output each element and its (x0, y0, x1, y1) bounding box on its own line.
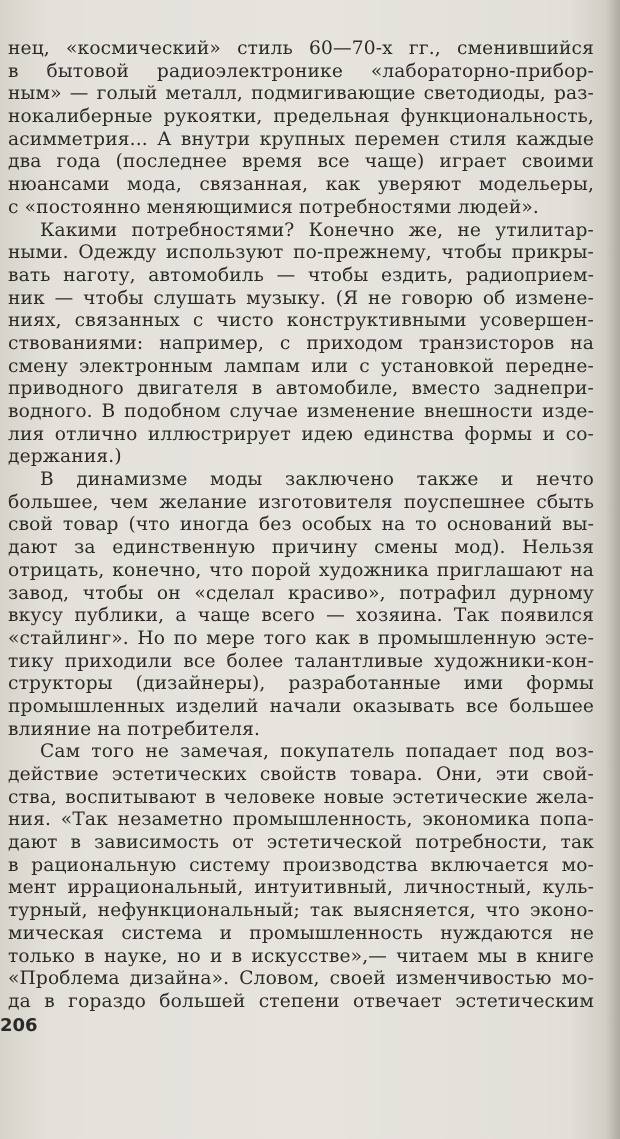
text-line: промышленных изделий начали оказывать все большее (8, 695, 594, 717)
text-line: с «постоянно меняющимися потребностями людей». (8, 196, 539, 218)
text-line: дают в зависимость от эстетической потребности, так (8, 832, 594, 854)
text-line: ствованиями: например, с приходом транзисторов на (8, 332, 594, 354)
text-line: Какими потребностями? Конечно же, не утилитар- (40, 219, 594, 241)
text-line: влияние на потребителя. (8, 718, 261, 740)
text-line: лия отлично иллюстрирует идею единства формы и со- (8, 423, 594, 445)
text-line: вать наготу, автомобиль — чтобы ездить, радиоприем- (8, 264, 594, 286)
text-line: в бытовой радиоэлектронике «лабораторно-прибор- (8, 60, 594, 82)
text-line: завод, чтобы он «сделал красиво», потрафил дурному (8, 582, 594, 604)
text-line: да в гораздо большей степени отвечает эстетическим (8, 990, 594, 1012)
text-line: свой товар (что иногда без особых на то оснований вы- (8, 514, 594, 536)
text-line: приводного двигателя в автомобиле, вместо заднепри- (8, 378, 594, 400)
text-line: ными. Одежду используют по-прежнему, чтобы прикры- (8, 242, 594, 264)
page-edge-shadow (606, 0, 620, 1139)
text-line: ния. «Так незаметно промышленность, экономика попа- (8, 809, 594, 831)
text-line: большее, чем желание изготовителя поуспешнее сбыть (8, 491, 594, 513)
text-line: дают за единственную причину смены мод). Нельзя (8, 537, 594, 559)
text-line: в рациональную систему производства включается мо- (8, 854, 594, 876)
text-line: ства, воспитывают в человеке новые эстетические жела- (8, 786, 594, 808)
text-line: мическая система и промышленность нуждаются не (8, 922, 594, 944)
text-line: нец, «космический» стиль 60—70-х гг., сменившийся (8, 38, 594, 59)
text-line: нокалиберные рукоятки, предельная функциональность, (8, 106, 594, 128)
text-line: «стайлинг». Но по мере того как в промышленную эсте- (8, 627, 594, 649)
text-line: турный, нефункциональный; так выясняется, что эконо- (8, 900, 594, 922)
text-line: В динамизме моды заключено также и нечто (40, 469, 594, 491)
text-line: мент иррациональный, интуитивный, личностный, куль- (8, 877, 594, 899)
text-line: структоры (дизайнеры), разработанные ими формы (8, 673, 594, 695)
text-line: асимметрия... А внутри крупных перемен стиля каждые (8, 128, 594, 150)
text-line: водного. В подобном случае изменение внешности изде- (8, 401, 594, 422)
text-line: действие эстетических свойств товара. Они, эти свой- (8, 764, 594, 785)
text-line: вкусу публики, а чаще всего — хозяина. Так появился (8, 605, 594, 627)
text-line: только в науке, но и в искусстве»,— читаем мы в книге (8, 945, 594, 967)
text-line: ниях, связанных с чисто конструктивными усовершен- (8, 310, 594, 332)
text-line: смену электронным лампам или с установкой передне- (8, 355, 594, 377)
text-line: отрицать, конечно, что порой художника приглашают на (8, 559, 594, 581)
page-number: 206 (0, 1015, 38, 1036)
text-line: «Проблема дизайна». Словом, своей изменчивостью мо- (8, 968, 594, 990)
text-line: Сам того не замечая, покупатель попадает под воз- (40, 741, 594, 763)
body-text (8, 38, 594, 1014)
text-line: два года (последнее время все чаще) играет своими (8, 151, 594, 173)
text-line: ник — чтобы слушать музыку. (Я не говорю об измене- (8, 287, 594, 309)
text-line: держания.) (8, 446, 122, 468)
text-line: тику приходили все более талантливые художники-кон- (8, 650, 594, 672)
text-line: ным» — голый металл, подмигивающие светодиоды, раз- (8, 83, 594, 105)
text-line: нюансами мода, связанная, как уверяют модельеры, (8, 174, 594, 196)
